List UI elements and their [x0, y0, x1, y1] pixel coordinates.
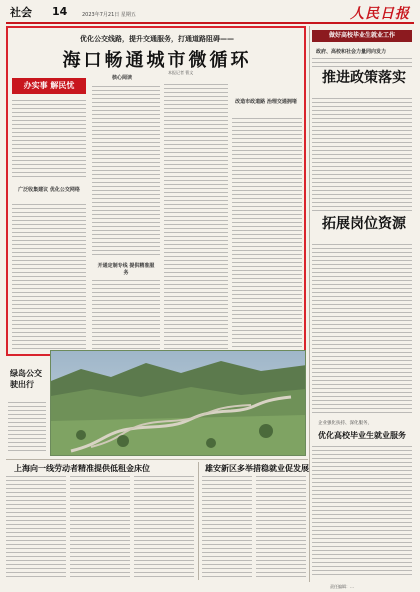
side-column-kicker: 政府、高校和社会力量同向发力 [316, 49, 387, 55]
bottom-body-text [6, 476, 66, 580]
body-text-block [12, 100, 86, 180]
page-footer: 责任编辑：… [330, 584, 354, 589]
bottom-body-text [134, 476, 194, 580]
body-text-block [232, 118, 302, 349]
story-kicker: 优化公交线路，提升交通服务，打通道路阻碍—— [80, 35, 234, 43]
side-headline-1: 推进政策落实 [322, 70, 406, 86]
newspaper-logo: 人民日报 [350, 6, 410, 22]
photo-caption-text [8, 402, 46, 452]
highlighted-main-story[interactable] [6, 26, 306, 356]
body-text-block [164, 84, 228, 349]
bottom-body-text [202, 476, 252, 580]
issue-date: 2023年7月21日 星期五 [82, 12, 136, 18]
subhead-1: 广泛收集建议 优化公交网络 [18, 187, 80, 193]
side-headline-2: 拓展岗位资源 [322, 216, 406, 232]
landscape-photo [50, 350, 306, 456]
subhead-3: 开通定制专线 提供精准服务 [97, 263, 155, 276]
section-name: 社会 [10, 6, 32, 19]
column-divider [198, 462, 199, 580]
column-tag: 办实事 解民忧 [12, 78, 86, 94]
right-sub-kicker: 企业强化扶持、深化服务， [318, 421, 372, 426]
bottom-headline-right: 雄安新区多举措稳就业促发展 [205, 464, 309, 473]
body-text-block [12, 204, 86, 349]
subhead-2: 改造市政道路 治理交通拥堵 [235, 99, 297, 105]
page-number: 14 [52, 5, 68, 18]
body-text-block [92, 86, 160, 256]
side-body-text [312, 244, 412, 414]
right-sub-headline: 优化高校毕业生就业服务 [318, 431, 406, 440]
photo-caption-title: 绿岛公交驶出行 [10, 368, 42, 389]
core-reading-label: 核心阅读 [111, 75, 132, 81]
side-column-title: 做好高校毕业生就业工作 [312, 30, 412, 42]
side-body-text [312, 58, 412, 68]
bottom-body-text [70, 476, 130, 580]
story-byline: 本报记者 曹文 [168, 70, 194, 75]
page-masthead [6, 4, 414, 24]
column-divider [309, 26, 310, 582]
side-body-text [312, 98, 412, 212]
story-headline: 海口畅通城市微循环 [62, 50, 252, 71]
section-divider [6, 459, 308, 460]
bottom-body-text [256, 476, 306, 580]
body-text-block [92, 280, 160, 350]
bottom-headline-left: 上海向一线劳动者精准提供低租金床位 [14, 464, 150, 473]
